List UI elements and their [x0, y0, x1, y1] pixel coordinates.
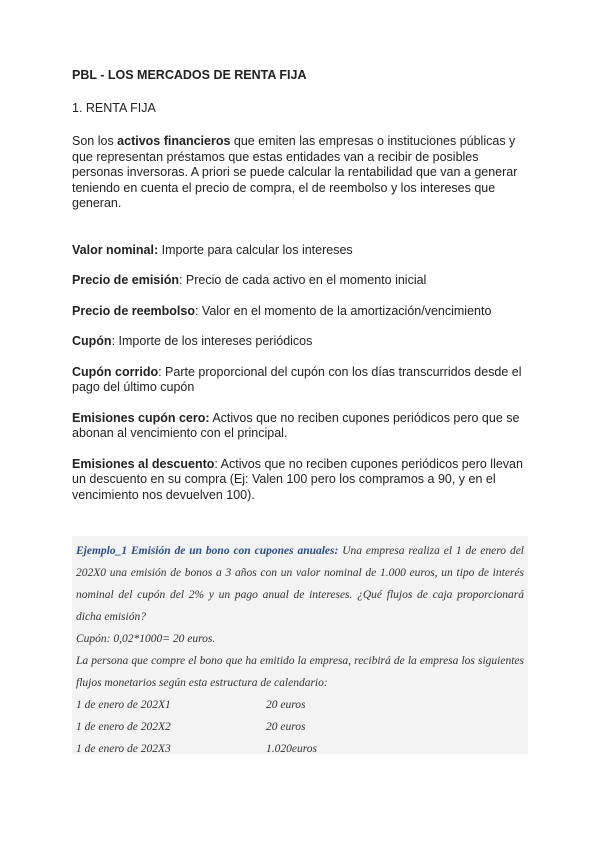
example-heading: Ejemplo_1 Emisión de un bono con cupones anuales: — [76, 545, 339, 557]
example-box — [72, 536, 528, 754]
definition-text: : Activos que no reciben cupones periódicos pero llevan un descuento en su compra (Ej: Valen 100 pero los compramos a 90, y en el vencimiento nos devuelven 100). — [72, 456, 523, 502]
page-title: PBL - LOS MERCADOS DE RENTA FIJA — [72, 68, 307, 82]
schedule-date: 1 de enero de 202X3 — [76, 743, 171, 755]
definition-cupon — [72, 334, 532, 350]
example-coupon: Cupón: 0,02*1000= 20 euros. — [76, 633, 216, 645]
definition-term: Emisiones al descuento — [72, 456, 215, 471]
schedule-row — [76, 716, 524, 738]
example-statement — [76, 540, 524, 628]
definition-text: : Parte proporcional del cupón con los días transcurridos desde el pago del último cupón — [72, 364, 522, 394]
example-explanation: La persona que compre el bono que ha emitido la empresa, recibirá de la empresa los siguientes flujos monetarios según esta estructura de calendario: — [76, 655, 524, 689]
definition-text: : Precio de cada activo en el momento inicial — [178, 273, 427, 287]
schedule-date: 1 de enero de 202X1 — [76, 699, 171, 711]
definition-valor-nominal — [72, 243, 532, 259]
definition-cupon-corrido — [72, 365, 532, 396]
definition-term: Valor nominal: — [72, 242, 159, 257]
definition-term: Precio de reembolso — [72, 303, 195, 318]
definition-term: Cupón — [72, 334, 112, 348]
intro-paragraph — [72, 134, 532, 212]
definition-precio-reembolso — [72, 304, 532, 320]
schedule-date: 1 de enero de 202X2 — [76, 721, 171, 733]
definition-text: : Valor en el momento de la amortización/vencimiento — [194, 303, 492, 318]
definition-text: Activos que no reciben cupones periódicos pero que se abonan al vencimiento con el principal. — [72, 410, 520, 440]
definition-text: Importe para calcular los intereses — [158, 242, 353, 257]
schedule-amount: 1.020euros — [266, 743, 318, 755]
definition-cupon-cero — [72, 411, 532, 442]
intro-pre: Son los — [72, 134, 118, 148]
definition-al-descuento — [72, 457, 532, 504]
schedule-amount: 20 euros — [266, 721, 306, 733]
definition-precio-emision — [72, 273, 532, 289]
intro-post: que emiten las empresas o instituciones públicas y que representan préstamos que estas entidades van a recibir de posibles personas inversoras. A priori se puede calcular la rentabilidad que van a generar teniendo en cuenta el precio de compra, el de reembolso y los intereses que generan. — [72, 134, 518, 210]
document-body — [72, 68, 532, 518]
definition-text: : Importe de los intereses periódicos — [111, 334, 313, 348]
definition-term: Precio de emisión — [72, 273, 179, 287]
example-statement-text: Una empresa realiza el 1 de enero del 202X0 una emisión de bonos a 3 años con un valor nominal de 1.000 euros, un tipo de interés nominal del cupón del 2% y un pago anual de intereses. ¿Qué flujos de caja proporcionará dicha emisión? — [76, 545, 524, 623]
schedule-amount: 20 euros — [266, 699, 306, 711]
example-content — [72, 536, 528, 760]
definition-term: Emisiones cupón cero: — [72, 410, 210, 425]
schedule-row — [76, 738, 524, 760]
section-heading: 1. RENTA FIJA — [72, 101, 156, 115]
schedule-row — [76, 694, 524, 716]
intro-bold: activos financieros — [117, 134, 231, 148]
definition-term: Cupón corrido — [72, 364, 159, 379]
